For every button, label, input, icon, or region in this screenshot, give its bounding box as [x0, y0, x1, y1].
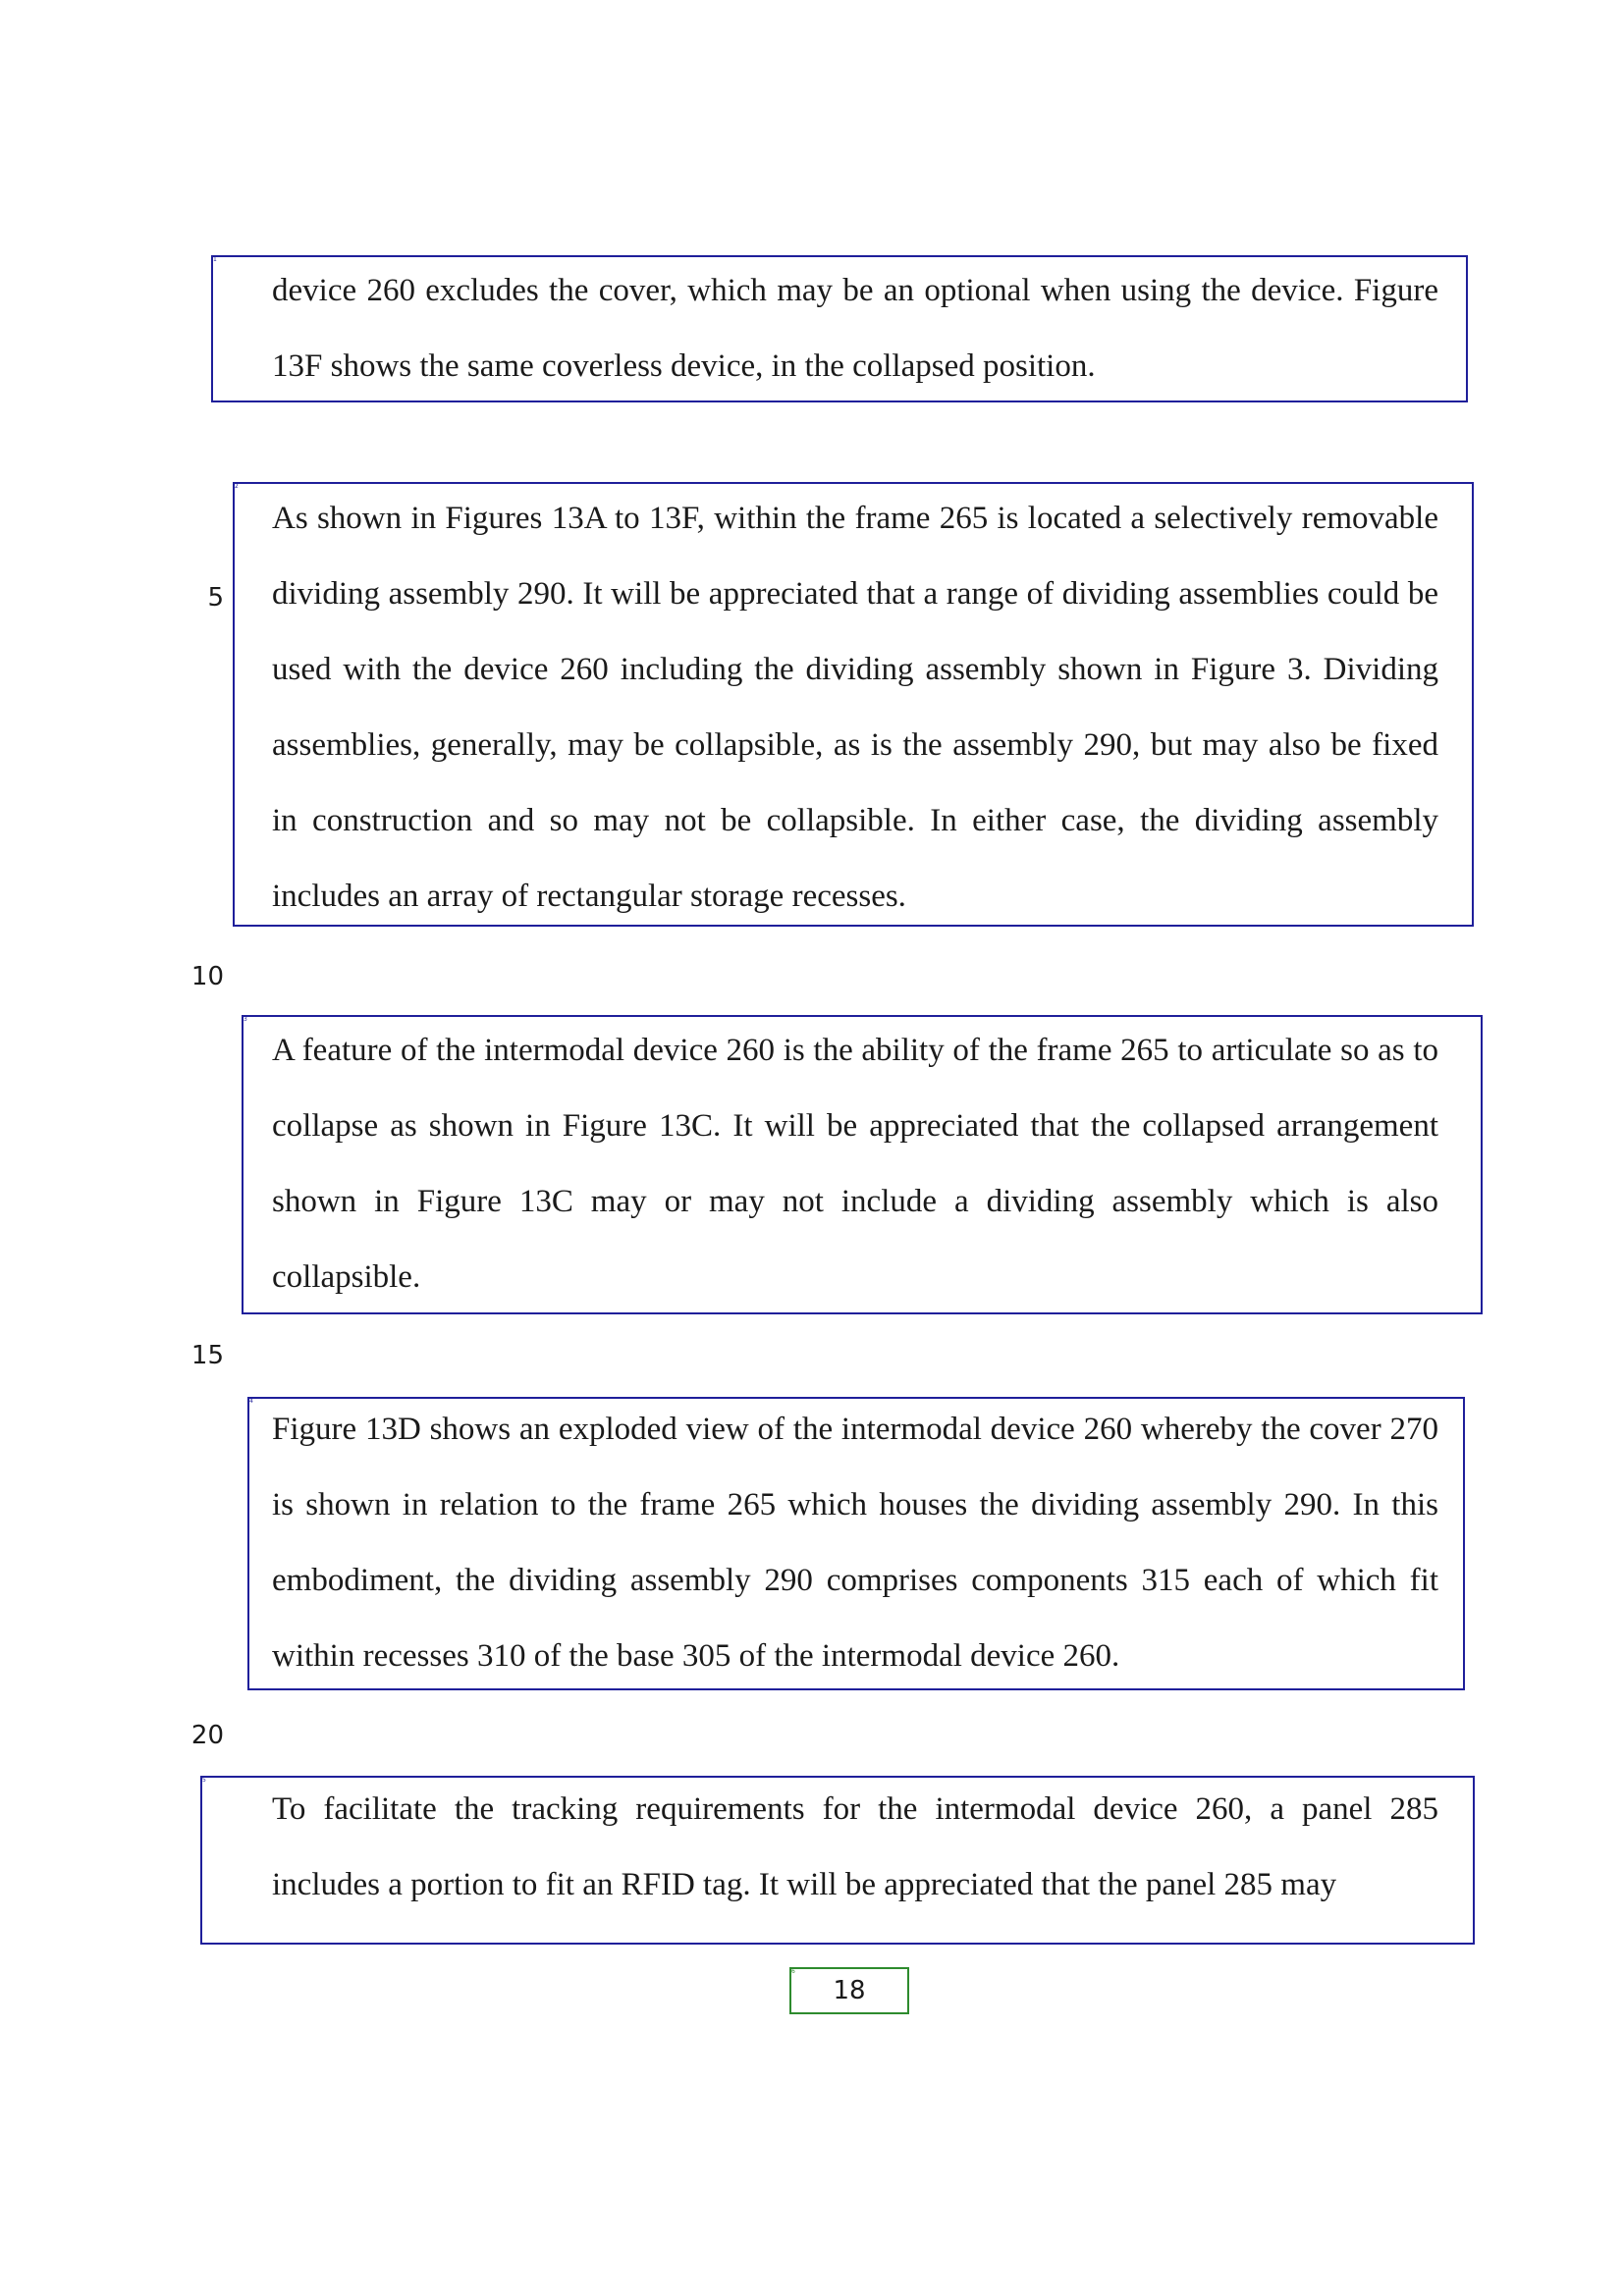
page-number: 18	[833, 1976, 866, 2005]
line-number-20: 20	[190, 1721, 224, 1750]
paragraph-2: As shown in Figures 13A to 13F, within the frame 265 is located a selectively removable dividing assembly 290. It will be appreciated that a range of dividing assemblies could be used with the device 260 including the dividing assembly shown in Figure 3. Dividing assemblies, generally, may be collapsible, as is the assembly 290, but may also be fixed in construction and so may not be collapsible. In either case, the dividing assembly includes an array of rectangular storage recesses.	[272, 501, 1438, 914]
paragraph-4: Figure 13D shows an exploded view of the intermodal device 260 whereby the cover 270 is shown in relation to the frame 265 which houses the dividing assembly 290. In this embodiment, the dividing assembly 290 comprises components 315 each of which fit within recesses 310 of the base 305 of the intermodal device 260.	[272, 1412, 1438, 1674]
paragraph-marker-3: 3	[244, 1016, 247, 1023]
page-number-marker: 6	[791, 1968, 795, 1975]
paragraph-3: A feature of the intermodal device 260 is the ability of the frame 265 to articulate so as to collapse as shown in Figure 13C. It will be appreciated that the collapsed arrangement shown in Figure 13C may or may not include a dividing assembly which is also collapsible.	[272, 1033, 1438, 1295]
paragraph-marker-5: 5	[202, 1777, 206, 1784]
paragraph-marker-4: 4	[249, 1398, 253, 1405]
paragraph-5: To facilitate the tracking requirements for the intermodal device 260, a panel 285 includes a portion to fit an RFID tag. It will be appreciated that the panel 285 may	[272, 1791, 1438, 1902]
line-number-15: 15	[190, 1341, 224, 1370]
paragraph-marker-2: 2	[235, 483, 239, 490]
line-number-5: 5	[207, 583, 224, 613]
paragraph-marker-1: 1	[213, 256, 217, 263]
paragraph-1: device 260 excludes the cover, which may be an optional when using the device. Figure 13F shows the same coverless device, in the collapsed position.	[272, 273, 1438, 384]
line-number-10: 10	[190, 962, 224, 991]
